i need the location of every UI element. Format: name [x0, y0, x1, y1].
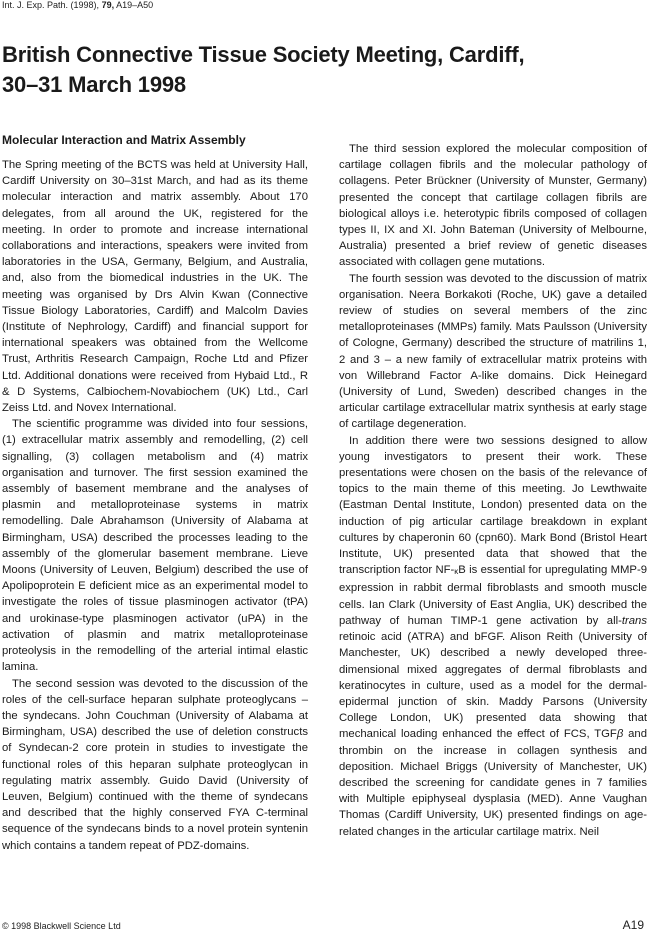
section-heading: Molecular Interaction and Matrix Assembly [2, 133, 246, 147]
italic-trans: trans [621, 614, 647, 627]
title-line-1: British Connective Tissue Society Meeting, Cardiff, [2, 42, 525, 67]
journal-name: Int. J. Exp. Path. (1998), [2, 0, 102, 10]
left-column [2, 132, 308, 854]
right-column [339, 141, 647, 840]
paragraph-intro: The Spring meeting of the BCTS was held at University Hall, Cardiff University on 30–31st March, and had as its theme molecular interaction and matrix assembly. About 170 delegates, from all around the UK, registered for the meeting. In order to promote and increase international collaborations and interactions, speakers were invited from laboratories in the USA, Germany, Belgium, and Australia, and, also from the biomedical industries in the UK. The meeting was organised by Drs Alvin Kwan (Connective Tissue Biology Laboratories, Cardiff) and Malcolm Davies (Institute of Nephrology, Cardiff) and financial support for international speakers was obtained from the Wellcome Trust, Arthritis Research Campaign, Roche Ltd and Pfizer Ltd. Additional donations were received from Hybaid Ltd., R & D Systems, Calbiochem-Novabiochem (UK) Ltd., Carl Zeiss Ltd. and Novex International. [2, 159, 308, 415]
title-line-2: 30–31 March 1998 [2, 72, 186, 97]
journal-pages: A19–A50 [114, 0, 154, 10]
article-title [2, 40, 642, 100]
copyright-notice: © 1998 Blackwell Science Ltd [2, 921, 121, 931]
text-fragment: and thrombin on the increase in collagen synthesis and deposition. Michael Briggs (University of Manchester, UK) described the screening for candidate genes in 7 families with Multiple epiphyseal dysplasia (MED). Anne Vaughan Thomas (Cardiff University, UK) presented findings on age-related changes in the articular cartilage matrix. Neil [339, 728, 647, 838]
journal-volume: 79, [101, 0, 115, 10]
page-number: A19 [622, 918, 644, 932]
paragraph-programme: The scientific programme was divided into four sessions, (1) extracellular matrix assembly and remodelling, (2) cell signalling, (3) collagen metabolism and (4) matrix organisation and turnover. The first session examined the assembly of basement membrane and the analyses of plasmin and metalloproteinase systems in matrix remodelling. Dale Abrahamson (University of Alabama at Birmingham, USA) described the processes leading to the assembly of the glomerular basement membrane. Lieve Moons (University of Leuven, Belgium) described the use of Apolipoprotein E deficient mice as an experimental model to investigate the roles of tissue plasminogen activator (tPA) and urokinase-type plasminogen activator (uPA) in the activation of plasmin and matrix metalloproteinase proteolysis in the remodelling of the arterial intimal elastic lamina. [2, 418, 308, 674]
journal-reference [2, 0, 153, 10]
text-fragment: In addition there were two sessions designed to allow young investigators to present their work. These presentations were chosen on the basis of the relevance of topics to the main theme of this meeting. Jo Lewthwaite (Eastman Dental Institute, London) presented data on the induction of pig articular cartilage breakdown in explant cultures by chaperonin 60 (cpn60). Mark Bond (Bristol Heart Institute, UK) presented data that showed that the transcription factor NF- [339, 434, 647, 577]
kappa-subscript: κ [454, 567, 459, 577]
text-fragment: retinoic acid (ATRA) and bFGF. Alison Reith (University of Manchester, UK) described a newly developed three-dimensional mixed aggregates of dermal fibroblasts and keratinocytes in culture, used as a model for the dermal-epidermal junction of skin. Maddy Parsons (University College London, UK) presented data showing that mechanical loading enhanced the effect of FCS, TGF [339, 631, 647, 741]
paragraph-fourth-session: The fourth session was devoted to the discussion of matrix organisation. Neera Borkakoti (Roche, UK) gave a detailed review of studies on several members of the zinc metalloproteinases (MMPs) family. Mats Paulsson (University of Cologne, Germany) described the structure of matrilins 1, 2 and 3 – a new family of extracellular matrix proteins with von Willebrand Factor A-like domains. Dick Heinegard (University of Lund, Sweden) described changes in the articular cartilage extracellular matrix synthesis at early stage of cartilage degeneration. [339, 272, 647, 431]
beta-symbol: β [616, 728, 624, 741]
paragraph-third-session: The third session explored the molecular composition of cartilage collagen fibrils and the molecular pathology of collagens. Peter Brückner (University of Munster, Germany) presented the concept that cartilage collagen fibrils are biological alloys i.e. heterotypic fibrils composed of collagen types II, IX and XI. John Bateman (University of Melbourne, Australia) presented a brief review of genetic diseases associated with collagen gene mutations. [339, 143, 647, 269]
paragraph-second-session: The second session was devoted to the discussion of the roles of the cell-surface heparan sulphate proteoglycans – the syndecans. John Couchman (University of Alabama at Birmingham, USA) described the use of deletion constructs of Syndecan-2 core protein in studies to investigate the functional roles of this heparan sulphate proteoglycan in regulating matrix assembly. Guido David (University of Leuven, Belgium) continued with the theme of syndecans and described that the highly conserved FYA C-terminal sequence of the syndecans binds to a novel protein syntenin which contains a tandem repeat of PDZ-domains. [2, 677, 308, 852]
paragraph-young-investigators [339, 433, 647, 840]
text-fragment: B is essential for upregulating MMP-9 expression in rabbit dermal fibroblasts and smooth muscle cells. Ian Clark (University of East Anglia, UK) described the pathway of human TIMP-1 gene activation by all- [339, 564, 647, 627]
